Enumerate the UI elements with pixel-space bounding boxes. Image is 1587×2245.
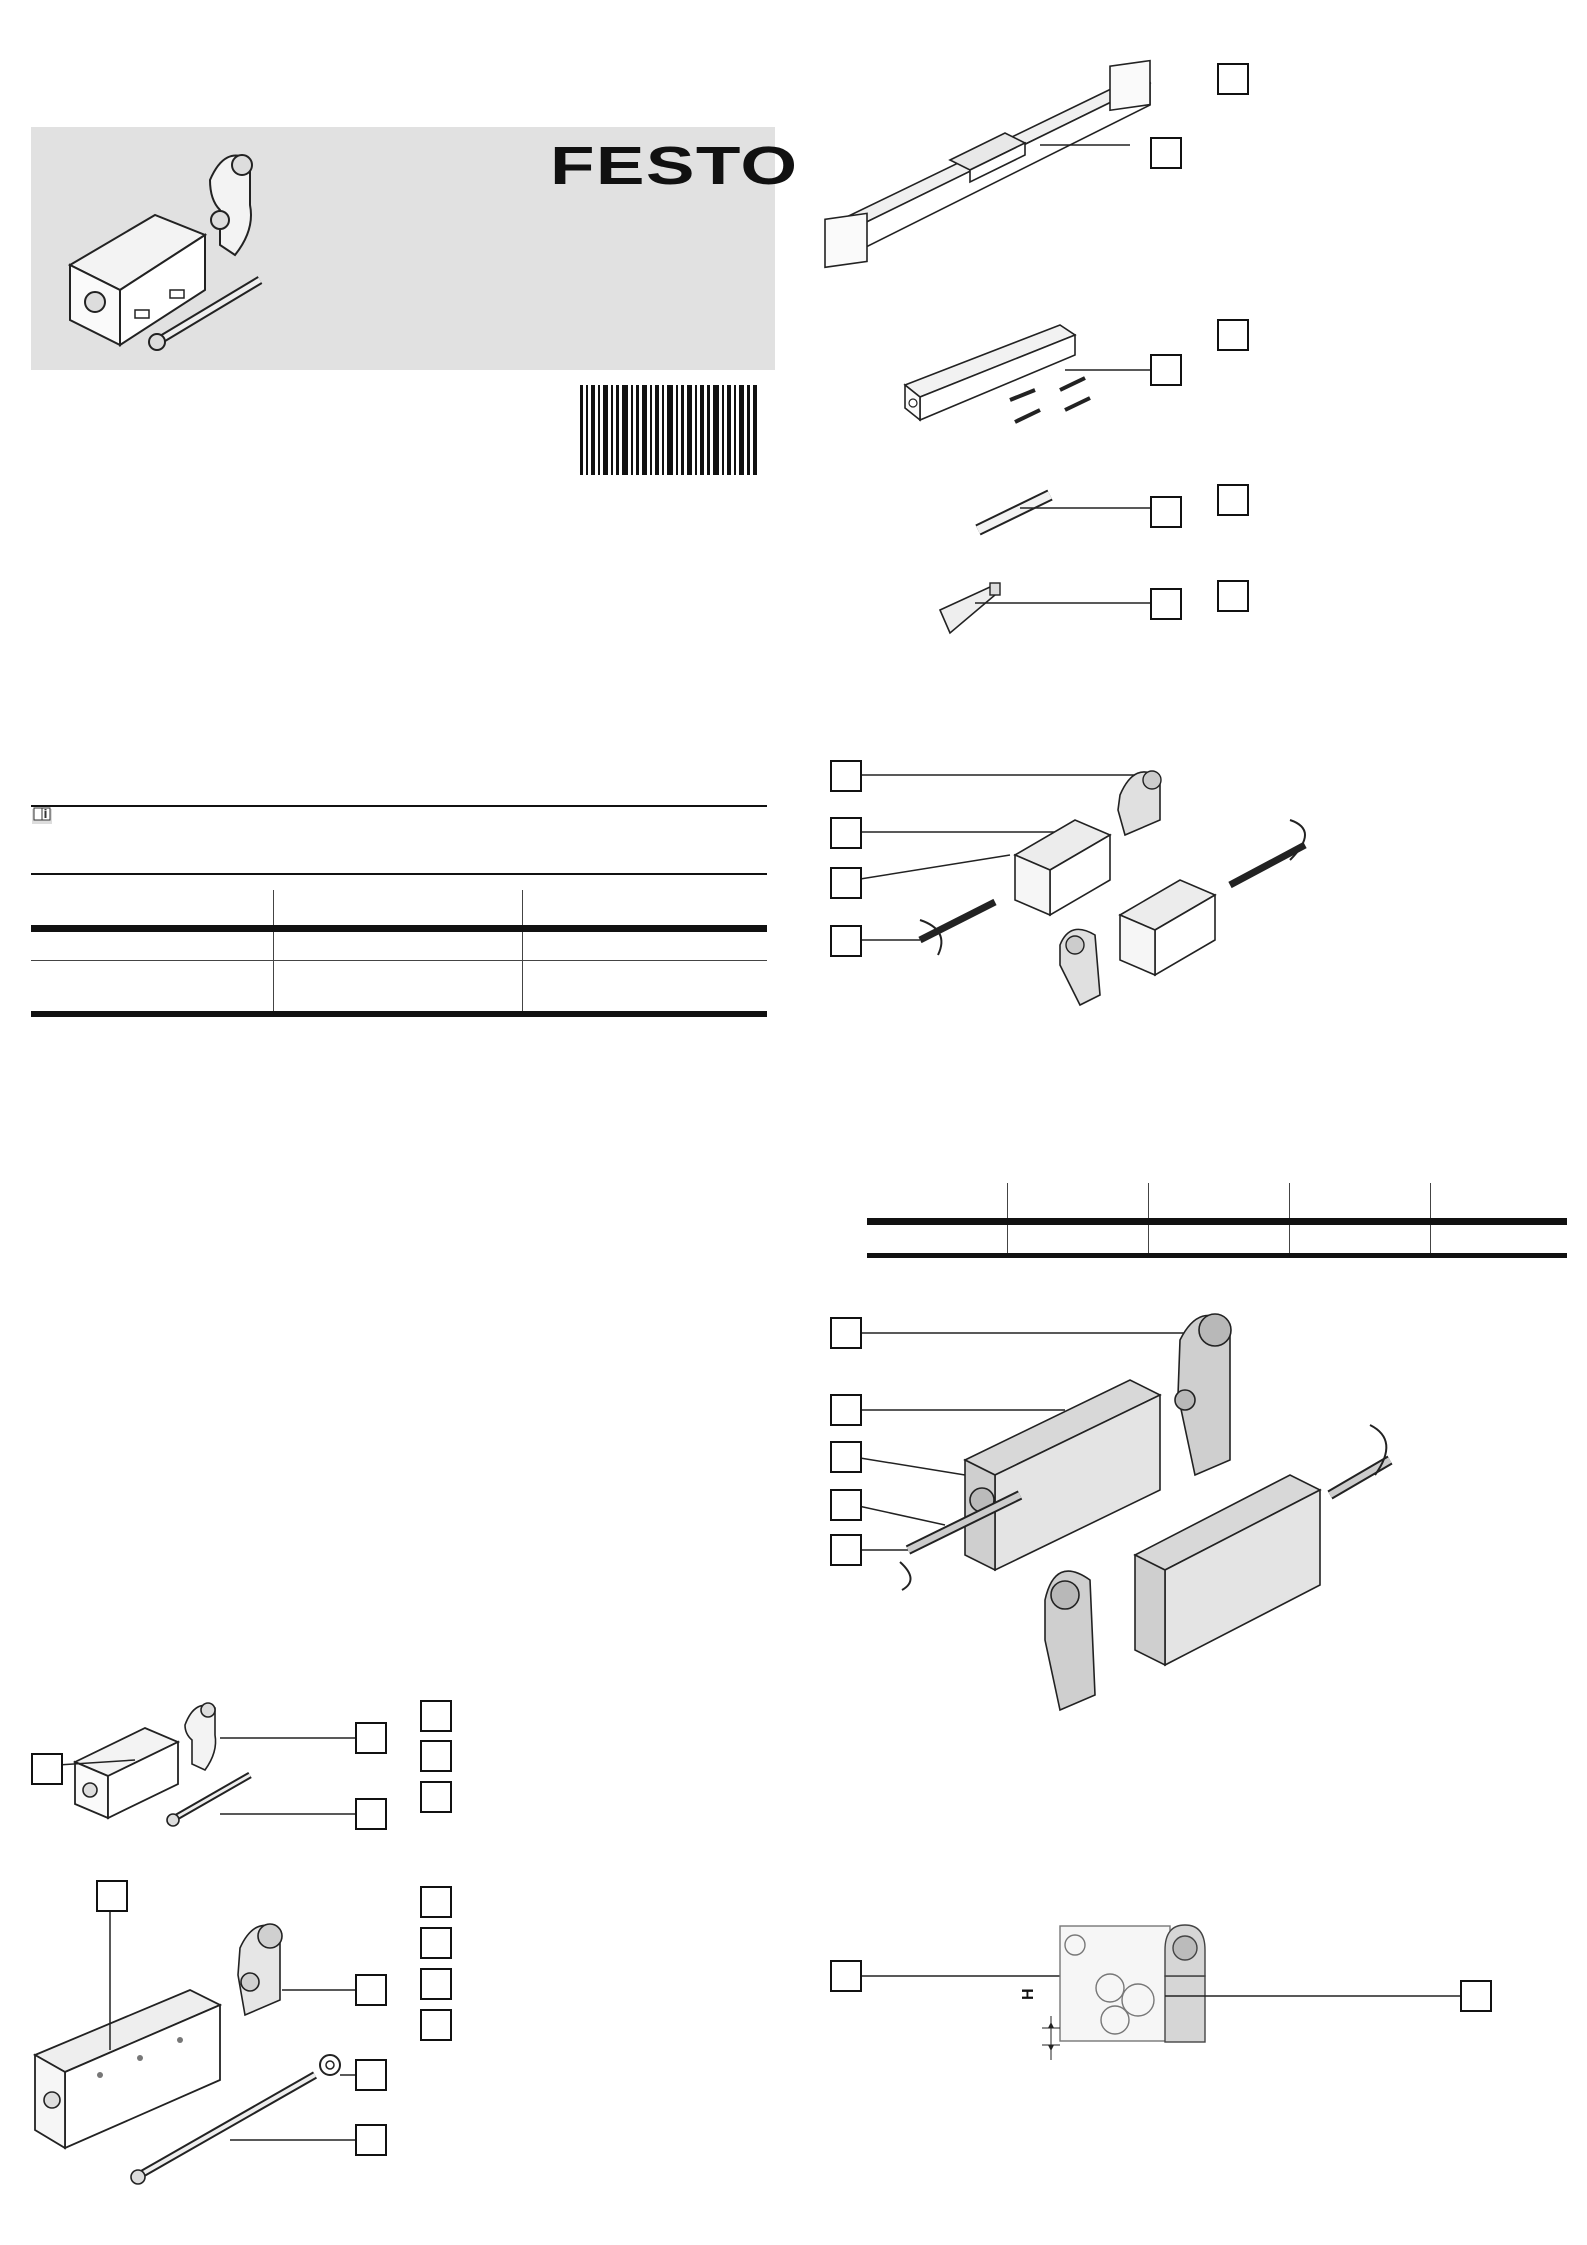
height-dimension-illustration [820, 1920, 1500, 2070]
callout-box [830, 760, 862, 792]
legend-box [420, 1968, 452, 2000]
callout-box [1150, 137, 1182, 169]
centering-pin-illustration [970, 480, 1170, 540]
callout-box [1150, 354, 1182, 386]
callout-box [355, 1798, 387, 1830]
delivery-kit-small-illustration [30, 1690, 410, 1840]
spec-table-1 [31, 890, 767, 1017]
legend-box [420, 1740, 452, 1772]
product-kit-illustration [60, 140, 300, 360]
grease-tube-illustration [935, 575, 1175, 645]
legend-box [420, 1700, 452, 1732]
legend-box [420, 1927, 452, 1959]
legend-box [1217, 580, 1249, 612]
linear-axis-illustration [820, 55, 1180, 285]
callout-box [830, 817, 862, 849]
legend-box [1217, 484, 1249, 516]
assembly-large-illustration [820, 1300, 1420, 1740]
spec-table-2 [867, 1183, 1567, 1258]
info-icon [31, 807, 53, 825]
callout-box [830, 867, 862, 899]
legend-box [1217, 319, 1249, 351]
callout-box [830, 1534, 862, 1566]
legend-box [420, 1781, 452, 1813]
mounting-rail-illustration [900, 310, 1160, 440]
callout-box [830, 1489, 862, 1521]
callout-box [355, 2124, 387, 2156]
legend-box [1217, 63, 1249, 95]
delivery-kit-large-illustration [30, 1890, 410, 2180]
callout-box [830, 1441, 862, 1473]
assembly-small-illustration [820, 750, 1340, 1020]
festo-logo: FESTO [550, 136, 799, 196]
callout-box [1150, 496, 1182, 528]
info-rule-top [31, 805, 767, 807]
callout-box [830, 1394, 862, 1426]
table1-top-rule [31, 873, 767, 875]
callout-box [355, 1974, 387, 2006]
legend-box [420, 2009, 452, 2041]
callout-box [1150, 588, 1182, 620]
callout-box [1460, 1980, 1492, 2012]
callout-box [830, 1317, 862, 1349]
callout-box [355, 2059, 387, 2091]
callout-box [830, 1960, 862, 1992]
callout-box [830, 925, 862, 957]
legend-box [420, 1886, 452, 1918]
callout-box [96, 1880, 128, 1912]
barcode-icon [580, 385, 760, 475]
callout-box [31, 1753, 63, 1785]
dimension-h-label: H [1020, 1988, 1037, 2000]
callout-box [355, 1722, 387, 1754]
